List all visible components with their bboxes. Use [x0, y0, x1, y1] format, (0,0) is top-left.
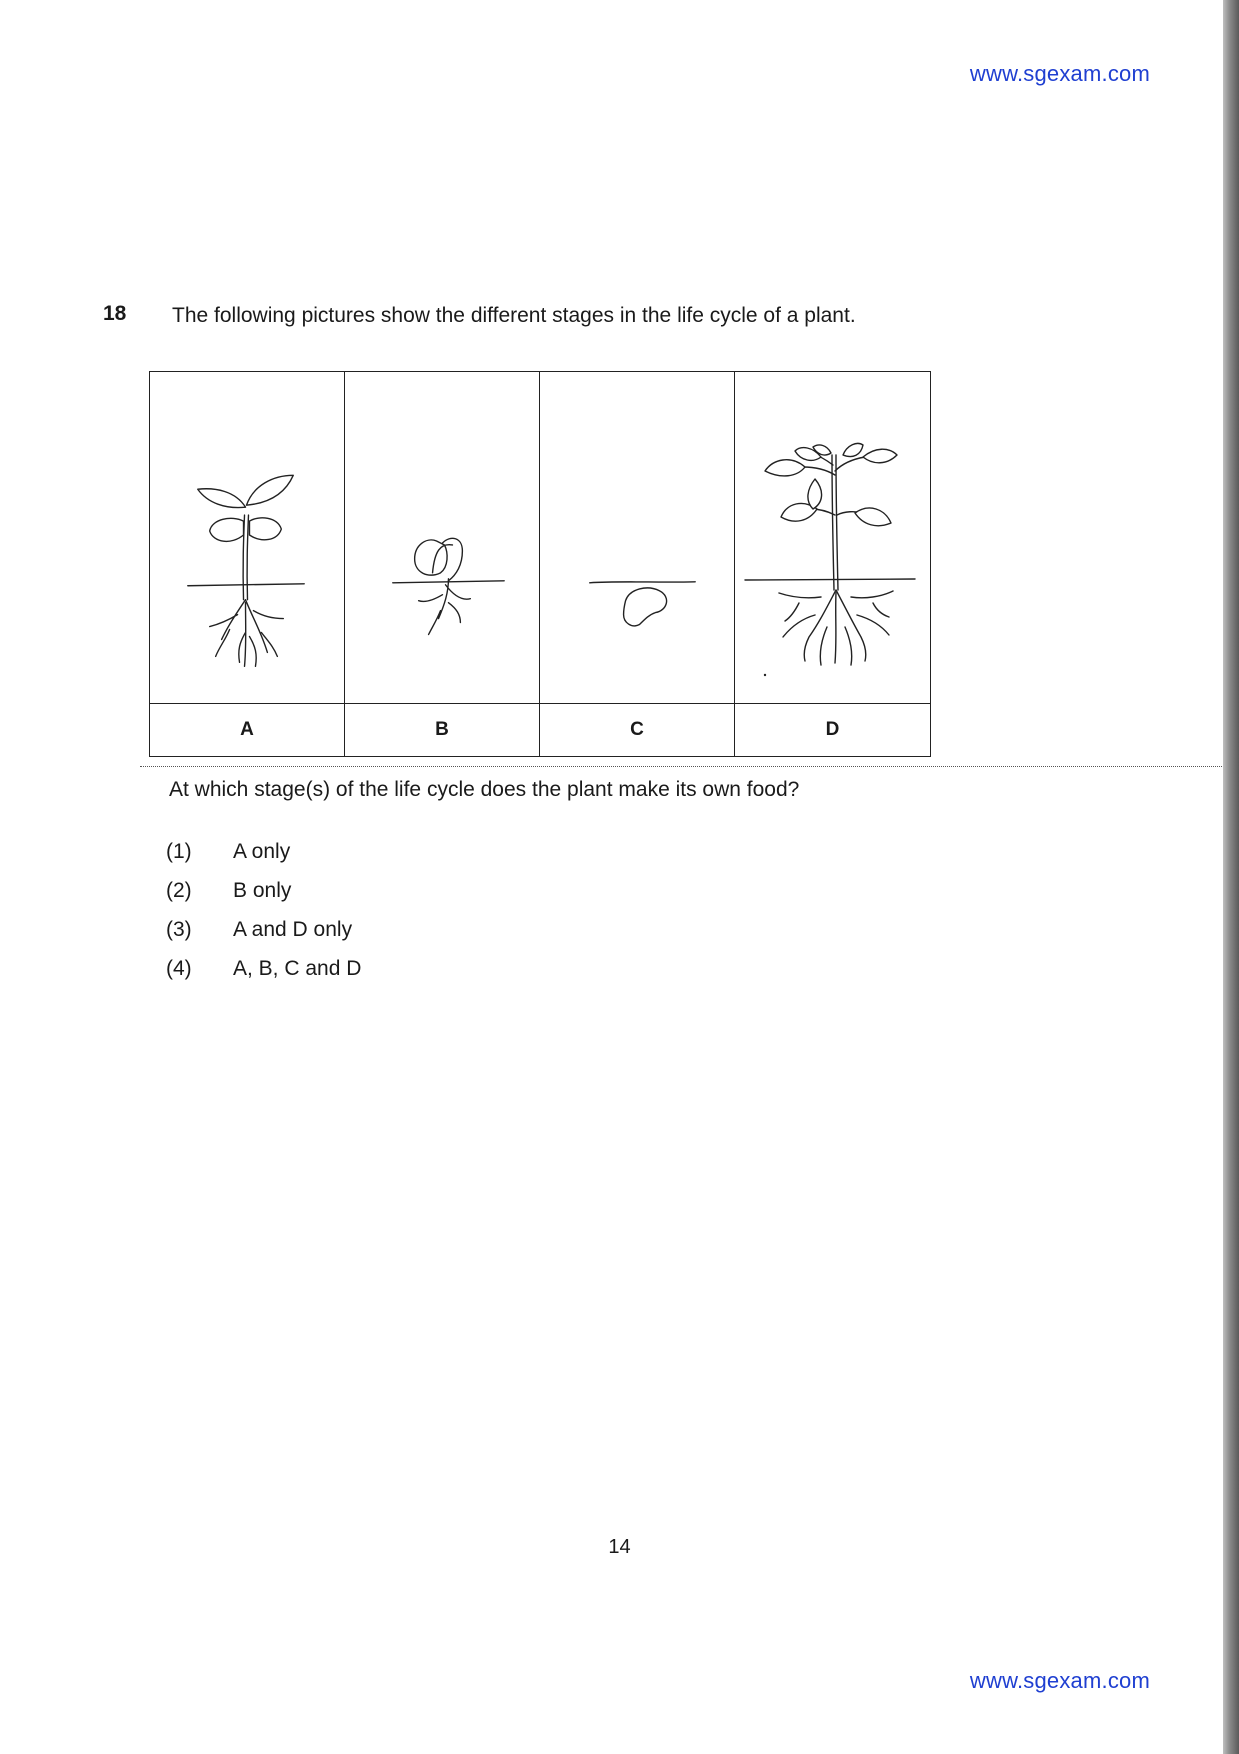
option-text: A and D only [233, 917, 353, 941]
option-2[interactable] [166, 871, 361, 910]
question-text: The following pictures show the different stages in the life cycle of a plant. [172, 304, 856, 327]
option-4[interactable] [166, 949, 361, 988]
stage-b-label: B [345, 704, 540, 756]
question-number: 18 [103, 302, 127, 325]
option-text: A, B, C and D [233, 956, 362, 980]
option-text: A only [233, 839, 291, 863]
mature-plant-illustration [735, 372, 930, 703]
scan-page-edge [1223, 0, 1239, 1754]
life-cycle-stage-table [149, 371, 931, 757]
dotted-divider [140, 766, 1230, 767]
stage-c-picture [540, 372, 735, 704]
stage-a-picture [150, 372, 345, 704]
option-1[interactable] [166, 832, 361, 871]
footer-site-link[interactable]: www.sgexam.com [969, 1668, 1150, 1693]
stage-a-label: A [150, 704, 345, 756]
question-prompt: At which stage(s) of the life cycle does the plant make its own food? [169, 778, 800, 801]
stage-b-picture [345, 372, 540, 704]
page-number: 14 [608, 1536, 631, 1558]
header-site-link[interactable]: www.sgexam.com [969, 61, 1150, 86]
option-number: (1) [166, 839, 192, 863]
seed-in-soil-illustration [540, 372, 734, 703]
germinating-seed-illustration [345, 372, 539, 703]
option-text: B only [233, 878, 292, 902]
stage-d-label: D [825, 719, 840, 740]
seedling-with-leaves-illustration [150, 372, 344, 703]
option-number: (2) [166, 878, 192, 902]
option-number: (3) [166, 917, 192, 941]
stage-d-picture [735, 372, 930, 704]
answer-options [166, 832, 361, 988]
option-number: (4) [166, 956, 192, 980]
option-3[interactable] [166, 910, 361, 949]
stage-c-label: C [540, 704, 735, 756]
